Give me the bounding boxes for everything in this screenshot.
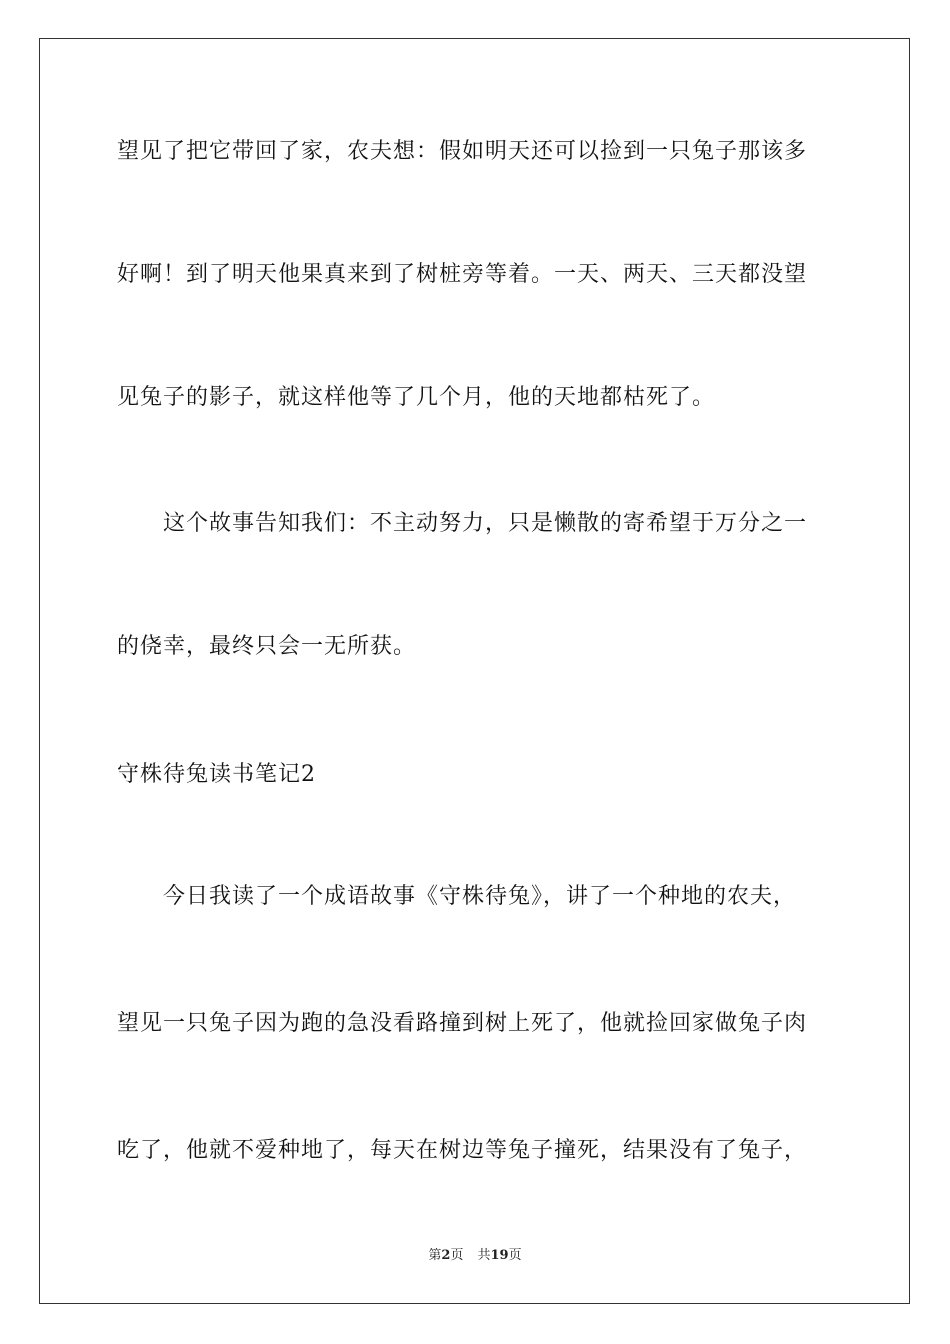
body-line-1: 望见了把它带回了家，农夫想：假如明天还可以捡到一只兔子那该多 xyxy=(117,139,808,164)
body-line-7: 望见一只兔子因为跑的急没看路撞到树上死了，他就捡回家做兔子肉 xyxy=(117,1011,808,1036)
page-suffix: 页 xyxy=(450,1248,464,1263)
page-number: 2 xyxy=(441,1248,451,1263)
body-line-5: 的侥幸，最终只会一无所获。 xyxy=(117,634,417,659)
body-line-4: 这个故事告知我们：不主动努力，只是懒散的寄希望于万分之一 xyxy=(163,511,808,536)
section-heading: 守株待兔读书笔记2 xyxy=(117,762,316,787)
page-frame xyxy=(39,38,910,1304)
total-suffix: 页 xyxy=(508,1248,522,1263)
body-line-8: 吃了，他就不爱种地了，每天在树边等兔子撞死，结果没有了兔子， xyxy=(117,1138,808,1163)
body-line-2: 好啊！到了明天他果真来到了树桩旁等着。一天、两天、三天都没望 xyxy=(117,262,808,287)
page-prefix: 第 xyxy=(428,1248,442,1263)
total-prefix: 共 xyxy=(477,1248,491,1263)
total-pages: 19 xyxy=(490,1248,509,1263)
page-footer xyxy=(0,1247,950,1265)
body-line-6: 今日我读了一个成语故事《守株待兔》，讲了一个种地的农夫， xyxy=(163,884,797,909)
body-line-3: 见兔子的影子，就这样他等了几个月，他的天地都枯死了。 xyxy=(117,385,716,410)
